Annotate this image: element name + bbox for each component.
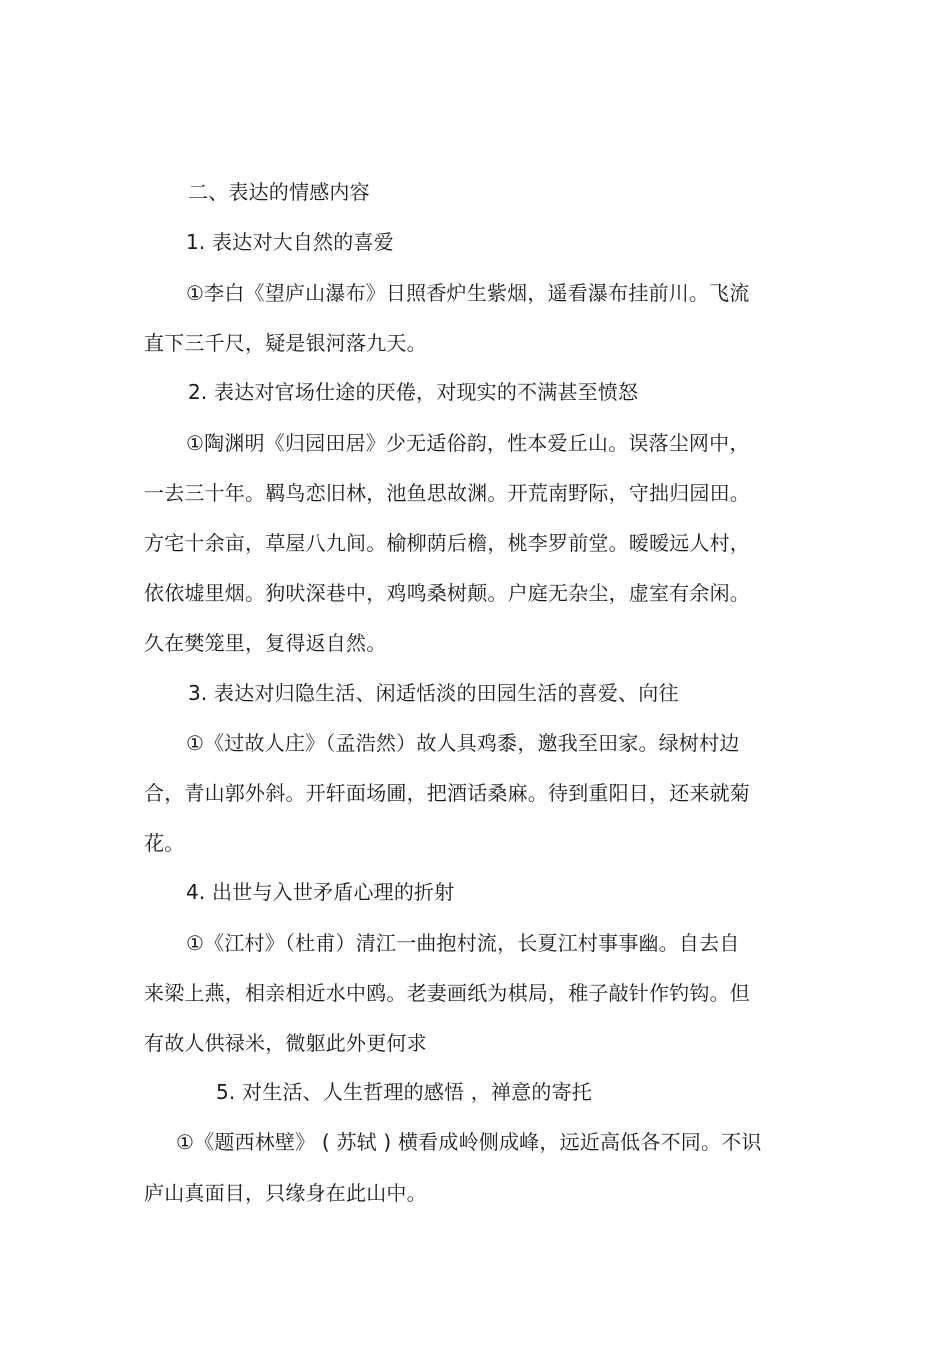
item-2-line-1: ①陶渊明《归园田居》少无适俗韵，性本爱丘山。误落尘网中，: [186, 431, 750, 455]
item-4-line-1: ①《江村》（杜甫）清江一曲抱村流，长夏江村事事幽。自去自: [186, 931, 740, 955]
item-3-line-1: ①《过故人庄》（孟浩然）故人具鸡黍，邀我至田家。绿树村边: [186, 731, 740, 755]
item-5-heading: 5. 对生活、人生哲理的感悟 ，禅意的寄托: [216, 1080, 592, 1104]
item-5-line-2: 庐山真面目，只缘身在此山中。: [144, 1181, 427, 1205]
item-2-line-2: 一去三十年。羁鸟恋旧林，池鱼思故渊。开荒南野际，守拙归园田。: [144, 481, 750, 505]
item-1-heading: 1. 表达对大自然的喜爱: [186, 230, 394, 254]
item-3-heading: 3. 表达对归隐生活、闲适恬淡的田园生活的喜爱、向往: [188, 681, 679, 705]
item-2-heading: 2. 表达对官场仕途的厌倦，对现实的不满甚至愤怒: [188, 380, 639, 404]
item-4-line-3: 有故人供禄米，微躯此外更何求: [144, 1031, 427, 1055]
item-2-line-3: 方宅十余亩，草屋八九间。榆柳荫后檐，桃李罗前堂。暧暧远人村，: [144, 531, 750, 555]
section-title: 二、表达的情感内容: [188, 180, 370, 204]
item-1-line-1: ①李白《望庐山瀑布》日照香炉生紫烟，遥看瀑布挂前川。飞流: [186, 281, 750, 305]
item-3-line-2: 合，青山郭外斜。开轩面场圃，把酒话桑麻。待到重阳日，还来就菊: [144, 781, 750, 805]
item-2-line-5: 久在樊笼里，复得返自然。: [144, 631, 387, 655]
item-3-line-3: 花。: [144, 831, 185, 855]
item-4-line-2: 来梁上燕，相亲相近水中鸥。老妻画纸为棋局，稚子敲针作钓钩。但: [144, 981, 750, 1005]
item-4-heading: 4. 出世与入世矛盾心理的折射: [186, 880, 455, 904]
item-5-line-1: ①《题西林壁》 ( 苏轼 ) 横看成岭侧成峰，远近高低各不同。不识: [176, 1130, 762, 1154]
item-1-line-2: 直下三千尺，疑是银河落九天。: [144, 331, 427, 355]
item-2-line-4: 依依墟里烟。狗吠深巷中，鸡鸣桑树颠。户庭无杂尘，虚室有余闲。: [144, 581, 750, 605]
